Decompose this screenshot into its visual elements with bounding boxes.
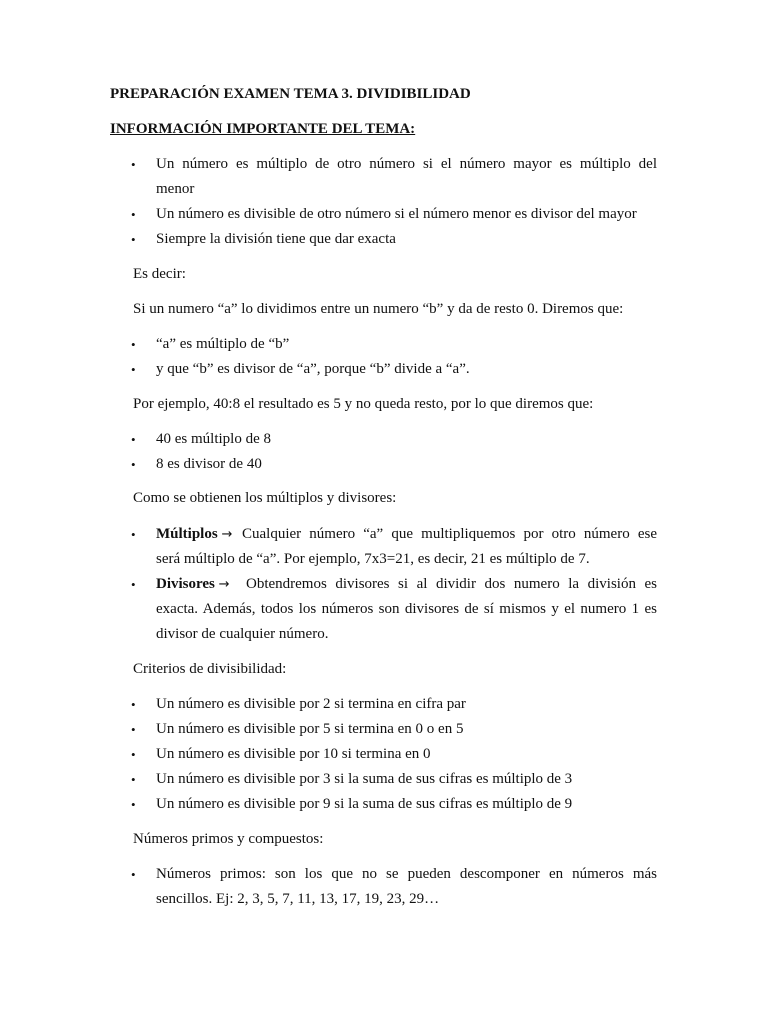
divisores-continuation: exacta. Además, todos los números son divisores de sí mismos y el numero 1 es xyxy=(156,601,657,617)
list-item: y que “b” es divisor de “a”, porque “b” divide a “a”. xyxy=(156,361,470,377)
bullet-icon: • xyxy=(131,772,136,787)
paragraph: Si un numero “a” lo dividimos entre un numero “b” y da de resto 0. Diremos que: xyxy=(133,301,624,317)
list-item: “a” es múltiplo de “b” xyxy=(156,336,290,352)
paragraph: Es decir: xyxy=(133,266,186,282)
divisores-item xyxy=(156,577,230,592)
list-item-continuation: menor xyxy=(156,181,195,197)
bullet-icon: • xyxy=(131,457,136,472)
multiplos-continuation: será múltiplo de “a”. Por ejemplo, 7x3=21, es decir, 21 es múltiplo de 7. xyxy=(156,551,590,567)
bullet-icon: • xyxy=(131,797,136,812)
list-item: Un número es divisible por 9 si la suma de sus cifras es múltiplo de 9 xyxy=(156,796,573,812)
bullet-icon: • xyxy=(131,207,136,222)
bullet-icon: • xyxy=(131,577,136,592)
bullet-icon: • xyxy=(131,232,136,247)
paragraph: Por ejemplo, 40:8 el resultado es 5 y no queda resto, por lo que diremos que: xyxy=(133,396,594,412)
section-heading: INFORMACIÓN IMPORTANTE DEL TEMA: xyxy=(110,121,416,137)
list-item: 40 es múltiplo de 8 xyxy=(156,431,271,447)
multiplos-text: Cualquier número “a” que multipliquemos por otro número ese xyxy=(242,526,657,542)
multiplos-term: Múltiplos xyxy=(156,526,218,542)
list-item: Un número es divisible por 3 si la suma de sus cifras es múltiplo de 3 xyxy=(156,771,573,787)
list-item: Siempre la división tiene que dar exacta xyxy=(156,231,396,247)
bullet-icon: • xyxy=(131,337,136,352)
bullet-icon: • xyxy=(131,722,136,737)
paragraph: Criterios de divisibilidad: xyxy=(133,661,287,677)
paragraph: Números primos y compuestos: xyxy=(133,831,324,847)
list-item: Un número es divisible por 5 si termina en 0 o en 5 xyxy=(156,721,464,737)
bullet-icon: • xyxy=(131,362,136,377)
bullet-icon: • xyxy=(131,697,136,712)
bullet-icon: • xyxy=(131,747,136,762)
list-item: Números primos: son los que no se pueden descomponer en números más xyxy=(156,866,657,882)
divisores-continuation: divisor de cualquier número. xyxy=(156,626,329,642)
bullet-icon: • xyxy=(131,432,136,447)
list-item: 8 es divisor de 40 xyxy=(156,456,262,472)
list-item: Un número es divisible de otro número si el número menor es divisor del mayor xyxy=(156,206,637,222)
list-item: Un número es múltiplo de otro número si el número mayor es múltiplo del xyxy=(156,156,657,172)
list-item-continuation: sencillos. Ej: 2, 3, 5, 7, 11, 13, 17, 19, 23, 29… xyxy=(156,891,440,907)
bullet-icon: • xyxy=(131,867,136,882)
bullet-icon: • xyxy=(131,157,136,172)
divisores-term: Divisores xyxy=(156,576,215,592)
paragraph: Como se obtienen los múltiplos y divisores: xyxy=(133,490,397,506)
divisores-text: Obtendremos divisores si al dividir dos numero la división es xyxy=(246,576,657,592)
list-item: Un número es divisible por 10 si termina en 0 xyxy=(156,746,431,762)
arrow-icon: → xyxy=(218,577,230,592)
page-title: PREPARACIÓN EXAMEN TEMA 3. DIVIDIBILIDAD xyxy=(110,86,471,102)
bullet-icon: • xyxy=(131,527,136,542)
multiplos-item xyxy=(156,527,232,542)
list-item: Un número es divisible por 2 si termina en cifra par xyxy=(156,696,466,712)
arrow-icon: → xyxy=(221,527,233,542)
